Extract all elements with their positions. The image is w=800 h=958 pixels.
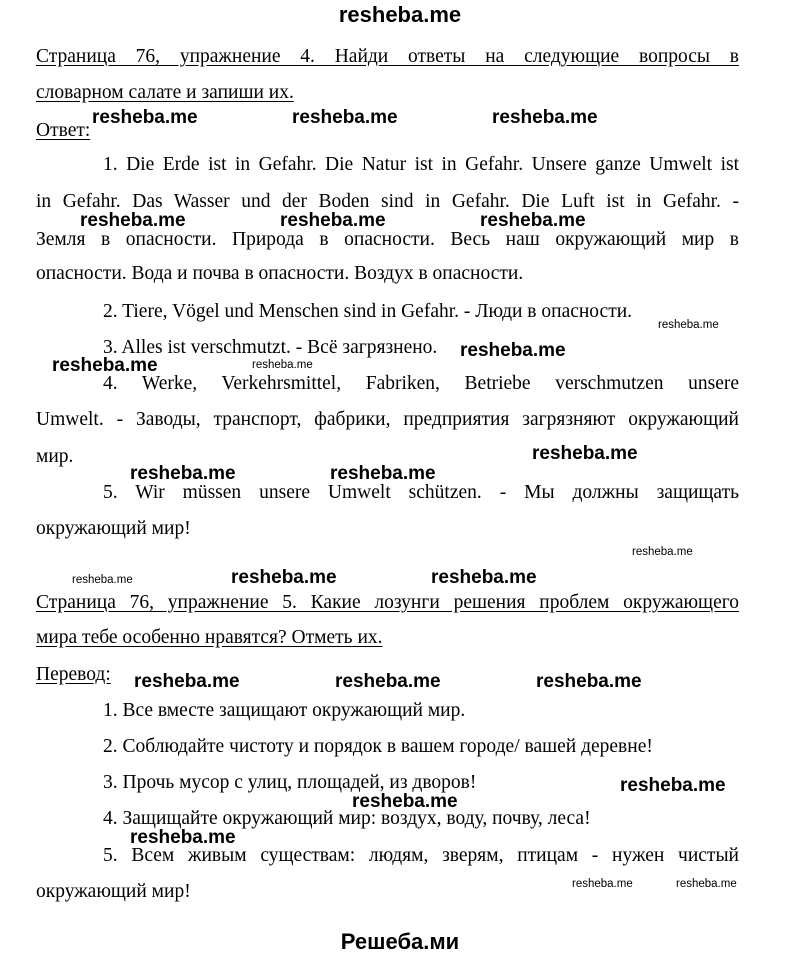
watermark: resheba.me [231, 567, 337, 588]
watermark-small: resheba.me [658, 319, 719, 331]
answer-line: мир. [36, 446, 74, 467]
watermark: resheba.me [352, 791, 458, 812]
watermark: resheba.me [480, 210, 586, 231]
watermark: resheba.me [330, 463, 436, 484]
answer-line: 5. Wir müssen unsere Umwelt schützen. - Мы должны защищать [103, 482, 739, 503]
answer-line: 1. Die Erde ist in Gefahr. Die Natur ist in Gefahr. Unsere ganze Umwelt ist [103, 154, 739, 175]
watermark: resheba.me [134, 671, 240, 692]
answer-line: Umwelt. - Заводы, транспорт, фабрики, предприятия загрязняют окружающий [36, 409, 739, 430]
translation-label: Перевод: [36, 664, 111, 685]
watermark: resheba.me [130, 463, 236, 484]
watermark: resheba.me [52, 355, 158, 376]
watermark: resheba.me [536, 671, 642, 692]
watermark-small: resheba.me [252, 359, 313, 371]
exercise-4-title-line-2: словарном салате и запиши их. [36, 82, 294, 103]
answer-line: 4. Werke, Verkehrsmittel, Fabriken, Betriebe verschmutzen unsere [103, 373, 739, 394]
translation-line: 3. Прочь мусор с улиц, площадей, из дворов! [103, 772, 477, 793]
watermark-small: resheba.me [632, 546, 693, 558]
site-footer: Решеба.ми [340, 929, 460, 954]
answer-line: опасности. Вода и почва в опасности. Воздух в опасности. [36, 263, 524, 284]
exercise-4-title-line-1: Страница 76, упражнение 4. Найди ответы на следующие вопросы в [36, 46, 739, 67]
watermark-small: resheba.me [676, 878, 737, 890]
translation-line: 5. Всем живым существам: людям, зверям, птицам - нужен чистый [103, 845, 739, 866]
answer-line: Земля в опасности. Природа в опасности. Весь наш окружающий мир в [36, 229, 739, 250]
answer-line: in Gefahr. Das Wasser und der Boden sind in Gefahr. Die Luft ist in Gefahr. - [36, 191, 739, 212]
watermark: resheba.me [431, 567, 537, 588]
exercise-5-title-line-2: мира тебе особенно нравятся? Отметь их. [36, 627, 383, 648]
watermark: resheba.me [532, 443, 638, 464]
watermark: resheba.me [292, 107, 398, 128]
watermark: resheba.me [280, 210, 386, 231]
watermark: resheba.me [335, 671, 441, 692]
answer-line: окружающий мир! [36, 518, 191, 539]
watermark: resheba.me [460, 340, 566, 361]
translation-line: 1. Все вместе защищают окружающий мир. [103, 700, 466, 721]
watermark: resheba.me [620, 775, 726, 796]
translation-line: 4. Защищайте окружающий мир: воздух, воду, почву, леса! [103, 808, 591, 829]
site-header: resheba.me [338, 2, 462, 27]
watermark-small: resheba.me [72, 574, 133, 586]
answer-line: 2. Tiere, Vögel und Menschen sind in Gefahr. - Люди в опасности. [103, 301, 633, 322]
answer-label: Ответ: [36, 120, 91, 141]
translation-line: окружающий мир! [36, 881, 191, 902]
answer-line: 3. Alles ist verschmutzt. - Всё загрязнено. [103, 337, 438, 358]
watermark: resheba.me [492, 107, 598, 128]
watermark: resheba.me [92, 107, 198, 128]
watermark: resheba.me [130, 827, 236, 848]
watermark-small: resheba.me [572, 878, 633, 890]
watermark: resheba.me [80, 210, 186, 231]
exercise-5-title-line-1: Страница 76, упражнение 5. Какие лозунги решения проблем окружающего [36, 592, 739, 613]
translation-line: 2. Соблюдайте чистоту и порядок в вашем городе/ вашей деревне! [103, 736, 653, 757]
